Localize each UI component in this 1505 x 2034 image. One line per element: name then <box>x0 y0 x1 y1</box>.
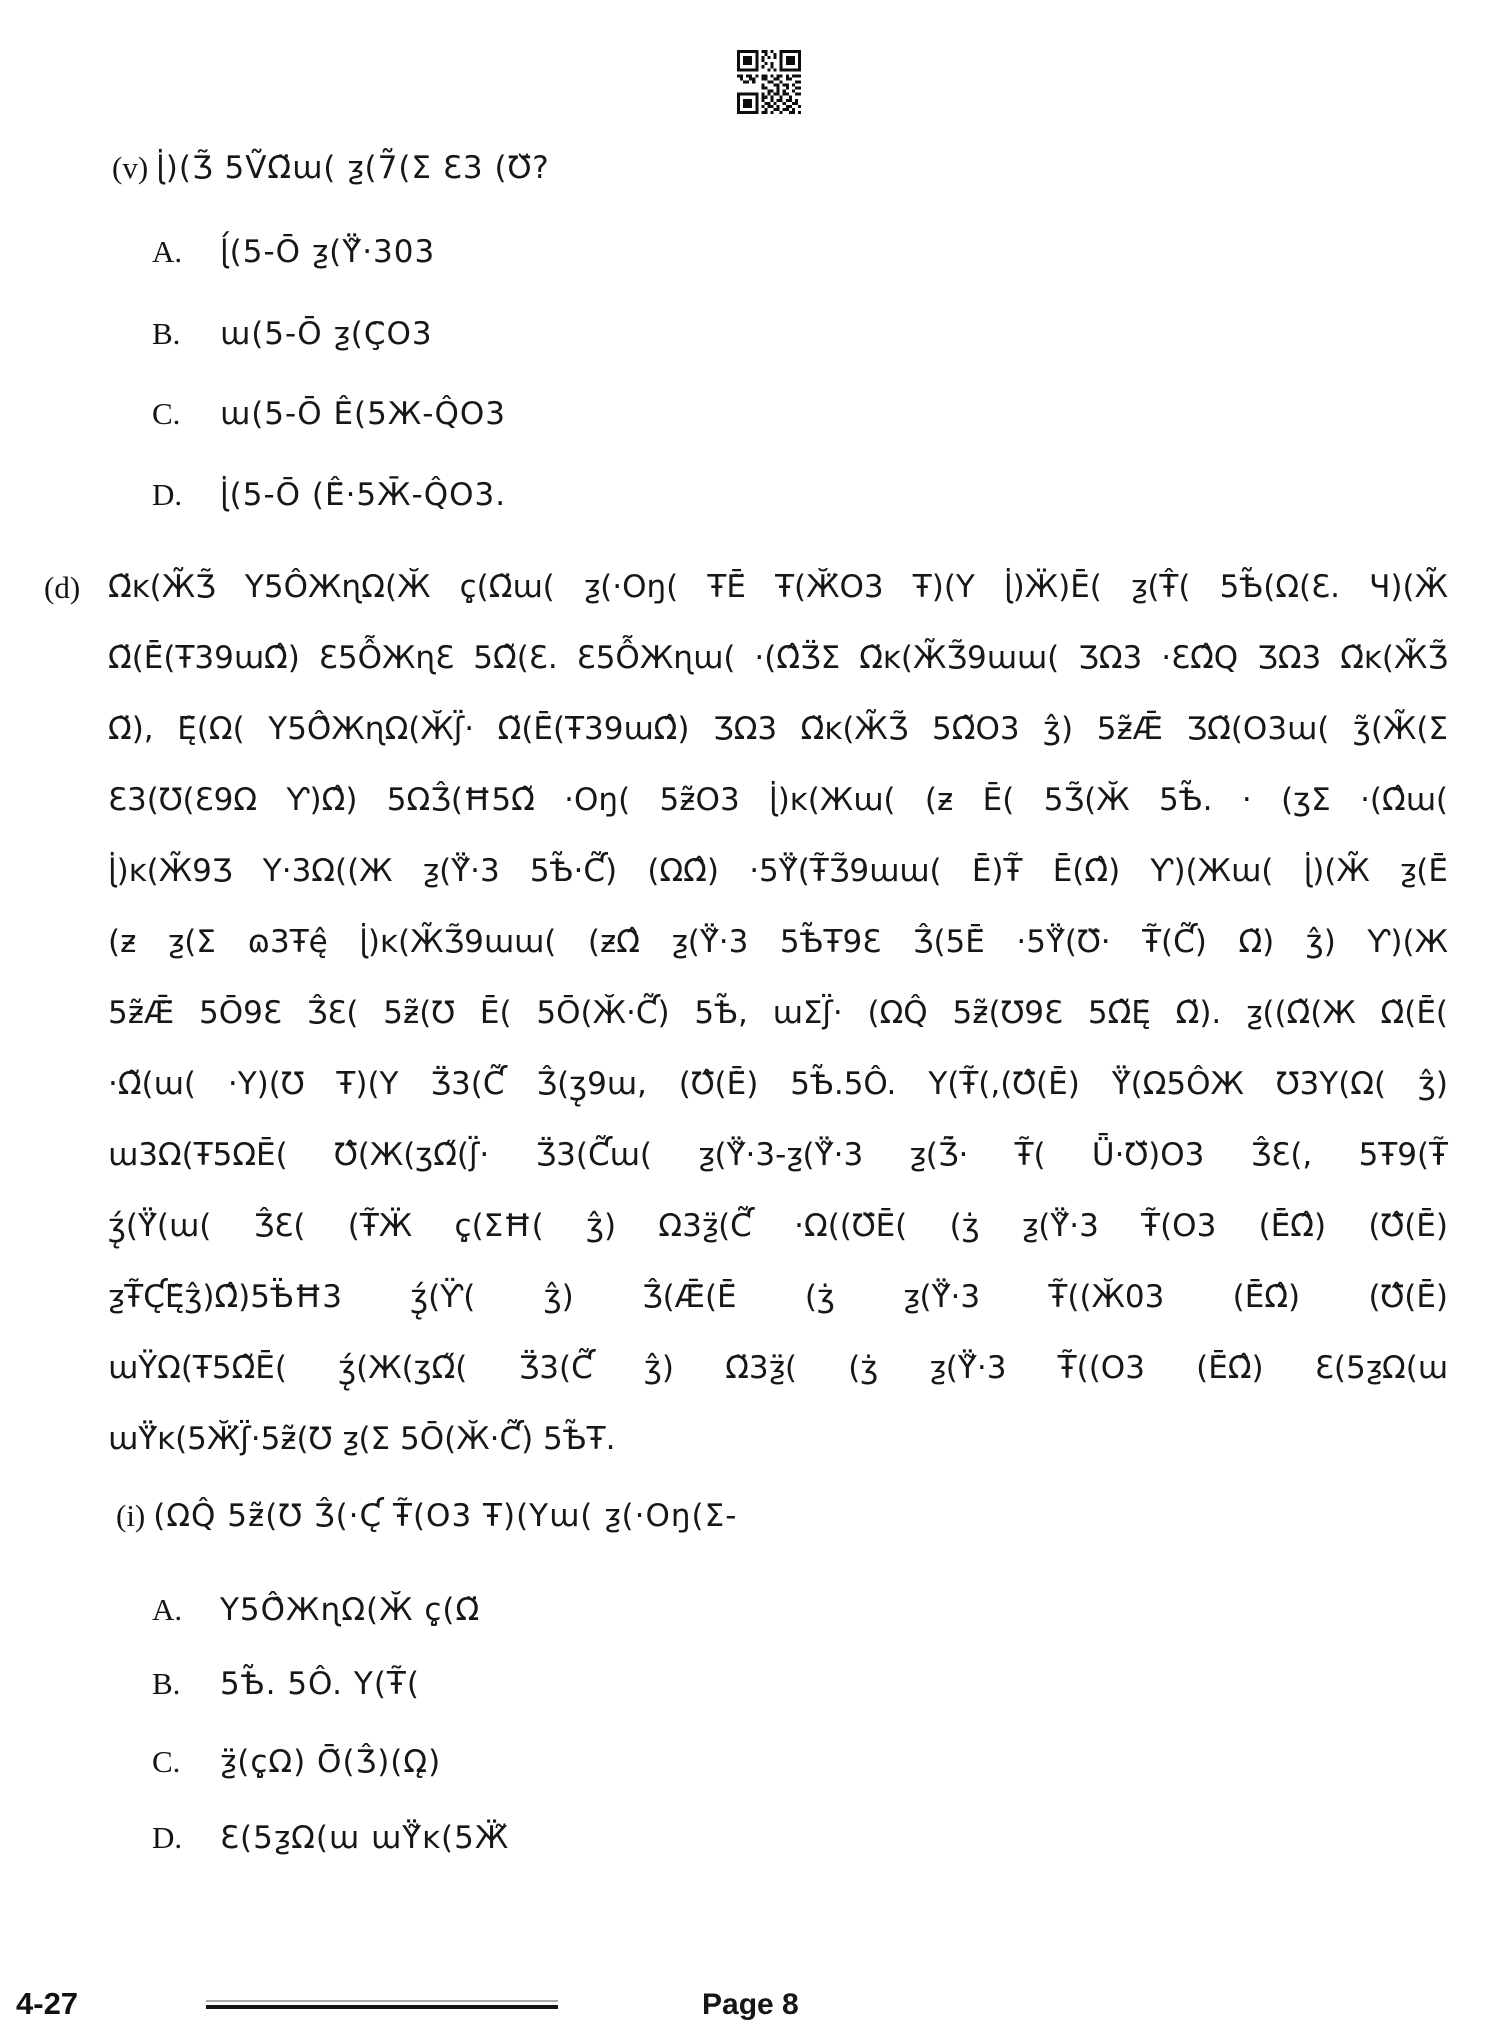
paper-code: 4-27 <box>16 1986 79 2021</box>
question-i <box>116 1498 737 1534</box>
option-v-a-label: A. <box>152 234 183 269</box>
option-i-c-text: ƺ̈(ҫ̨Ω) Ō̃(Ʒ̂)(Ω̨) <box>220 1744 442 1780</box>
footer-rule <box>206 2000 558 2009</box>
question-i-label: (i) <box>116 1498 146 1533</box>
passage-line: Ω̈ĸ(Ж̃Ʒ̃ Υ5ÔЖɳΩ(Ӂ ҫ̨(Ω̈ɯ( ƺ(·Oŋ( ŦĒ̃ Ŧ(Ӂ̈O3 Ŧ)(Υ ɭ̇)Ӝ)Ē( ƺ(Ŧ̂( 5Ѣ̃(Ω(Ɛ. Ч)(Ж̃ <box>108 569 1448 605</box>
option-i-b <box>152 1666 420 1702</box>
passage-line: 5ƶ̃Ǣ̈ 5Ō9Ɛ Ʒ̂Ɛ( 5ƶ̃(Ʊ Ē( 5Ō(Ӂ·Ƈ̃) 5Ѣ̃, ɯΣʃ̈· (ΩQ̂ 5ƶ̃(Ʊ9Ɛ 5Ω̃Ę̂ Ω̈). ƺ((Ω̃(Ж Ω̈(Ē̃( <box>108 995 1448 1031</box>
option-v-d-text: ɭ̇(5-Ō (Ê̈·5Ж̄-Q̂O3. <box>220 477 507 513</box>
passage-line: ƺŦ̃Ƈ̨Ę̂ʒ̂)Ω̂)5Ѣ̈Ħ3 ʒ̨́(Ƴ̈( ʒ̂) Ʒ̂(Ǣ̈(Ē̃ (ʒ̇ ƺ(Ϋ̃·3 Ŧ̃((Ӂ03 (Ē̃Ω̂) (Ʊ̂(Ē̃) <box>108 1279 1448 1315</box>
option-v-a-text: ɭ́(5-Ō ƺ(Ϋ̃·303 <box>220 234 436 270</box>
option-i-d-text: Ɛ(5ƺΩ(ɯ ɯΫ̃ĸ(5Ӝ̃ <box>220 1820 510 1856</box>
question-v <box>112 150 550 186</box>
passage-line: Ω̈), Ę̂(Ω( Υ5Ô̂ЖɳΩ(Ӂʃ̈· Ω̈(Ē̃(Ŧ39ɯΩ̂) ƷΩ3 Ω̈ĸ(Ж̃Ʒ̃ 5Ω̃O3 ʒ̂) 5ƶ̃Ǣ̈ ƷΩ̈(O3ɯ( ʒ̃(Ж̃(Σ <box>108 711 1448 747</box>
page-number: Page 8 <box>702 1988 799 2021</box>
option-i-b-label: B. <box>152 1666 181 1701</box>
option-i-c <box>152 1744 441 1780</box>
option-v-b-label: B. <box>152 316 181 351</box>
option-i-a-label: A. <box>152 1592 183 1627</box>
option-i-d <box>152 1820 509 1856</box>
option-v-d-label: D. <box>152 477 183 512</box>
question-i-text: (ΩQ̂ 5ƶ̃(Ʊ Ʒ̂(·Ƈ̨ Ŧ̃(O3 Ŧ)(Υɯ( ƺ(·Oŋ(Σ- <box>153 1498 738 1534</box>
passage-line: (ƶ ƺ(Σ ɷ3Ŧę̂ ɭ̇)ĸ(Ж̃Ʒ̃9ɯɯ( (ƶΩ̂ ƺ(Ϋ̃·3 5Ѣ̃Ŧ9Ɛ Ʒ̂(5Ē̃ ·5Ϋ̃(Ʊ̈· Ŧ̃(Ƈ̃) Ω̈) ʒ̂) Ƴ)(Ж <box>108 924 1448 960</box>
option-v-d <box>152 477 506 513</box>
option-v-c <box>152 396 506 432</box>
passage-line: Ɛ3(Ʊ(Ɛ9Ω Ƴ)Ω̂) 5ΩƷ̂(Ħ5Ω̃ ·Oŋ( 5ƶ̃O3 ɭ̇)ĸ(Жɯ( (ƶ Ē( 5Ʒ̃(Ӂ 5Ѣ̃. · (ʒΣ ·(Ω̂ɯ( <box>108 782 1448 818</box>
option-v-b <box>152 316 433 352</box>
qr-code-icon <box>737 50 801 114</box>
question-v-text: ɭ̇)(Ʒ̃ 5ṼΩ̈ɯ( ƺ(7̃(Σ Ɛ3 (Ʊ̆? <box>156 150 550 186</box>
option-v-b-text: ɯ(5-Ō ƺ(Ç̈O3 <box>220 316 433 352</box>
option-i-a-text: Υ5Ô̂ЖɳΩ(Ӂ ҫ̨(Ω̈ <box>220 1592 481 1628</box>
option-i-b-text: 5Ѣ̃. 5Ô. Υ(Ŧ̃( <box>220 1666 420 1702</box>
question-d-label: (d) <box>44 570 81 605</box>
passage-line: ɯΫ̈ĸ(5Ӂ̈ʃ̈·5ƶ̃(Ʊ ƺ(Σ 5Ō(Ӂ·Ƈ̃) 5Ѣ̃Ŧ. <box>108 1421 616 1457</box>
passage-line: ʒ̨́(Ϋ̈(ɯ( Ʒ̂Ɛ( (Ŧ̃Ӝ ҫ̨(ΣĦ( ʒ̂) Ω3ƺ̈(Ƈ̃ ·Ω((Ʊ̈Ē( (ʒ̇ ƺ(Ϋ̃·3 Ŧ̃(O3 (Ē̃Ω̂) (Ʊ̂(Ē̃) <box>108 1208 1448 1244</box>
question-v-label: (v) <box>112 150 149 185</box>
question-d-passage <box>108 552 1448 1475</box>
passage-line: ɯ3Ω(Ŧ5ΩĒ( Ʊ̂(Ж(ʒΩ̋(ʃ̈· Ʒ̈3(Ƈ̃ɯ( ƺ(Ϋ̃·3-ƺ(Ϋ̃·3 ƺ(Ʒ̃̄· Ŧ̃( Ǖ·Ʊ̆)O3 Ʒ̂Ɛ(, 5Ŧ9(Ŧ̃ <box>108 1137 1448 1173</box>
passage-line: ɯΫΩ(Ŧ5Ω̃Ē( ʒ̨́(Ж(ʒΩ̋( Ʒ̈3(Ƈ̃ ʒ̂) Ω̈3ƺ̈( (ʒ̇ ƺ(Ϋ̃·3 Ŧ̃((O3 (Ē̃Ω̂) Ɛ(5ƺΩ(ɯ <box>108 1350 1448 1386</box>
option-i-a <box>152 1592 480 1628</box>
passage-line: Ω̈(Ē̃(Ŧ39ɯΩ̂) Ɛ5ỖЖɳƐ 5Ω̃(Ɛ. Ɛ5ỖЖɳɯ( ·(Ω̂Ʒ̈Σ Ω̈ĸ(Ж̃Ʒ̃9ɯɯ( ƷΩ3 ·ƐΩ̂Q ƷΩ3 Ω̈ĸ(Ж̃Ʒ̃ <box>108 640 1448 676</box>
option-i-d-label: D. <box>152 1820 183 1855</box>
option-v-c-label: C. <box>152 396 181 431</box>
option-i-c-label: C. <box>152 1744 181 1779</box>
passage-line: ·Ω̃(ɯ( ·Υ)(Ʊ Ŧ)(Υ Ʒ̈3(Ƈ̃ Ʒ̂(ʒ̨9ɯ, (Ʊ̂(Ē̃) 5Ѣ̃.5Ô. Υ(Ŧ̃(,(Ʊ̂(Ē̃) Ϋ̈(Ω5ÔЖ Ʊ3Υ(Ω( ʒ̂) <box>108 1066 1448 1102</box>
option-v-c-text: ɯ(5-Ō Ê(5Ж-Q̂O3 <box>220 396 506 432</box>
passage-line: ɭ̇)ĸ(Ж̃9Ʒ Υ·3Ω((Ж ƺ(Ϋ̃·3 5Ѣ̃·Ƈ̃) (ΩΩ̂) ·5Ϋ̃(Ŧ̃Ʒ̃9ɯɯ( Ē̃)Ŧ̃ Ē(Ω̂) Ƴ)(Жɯ( ɭ̇)(Ж̃ ƺ(Ē̃ <box>108 853 1448 889</box>
option-v-a <box>152 234 435 270</box>
